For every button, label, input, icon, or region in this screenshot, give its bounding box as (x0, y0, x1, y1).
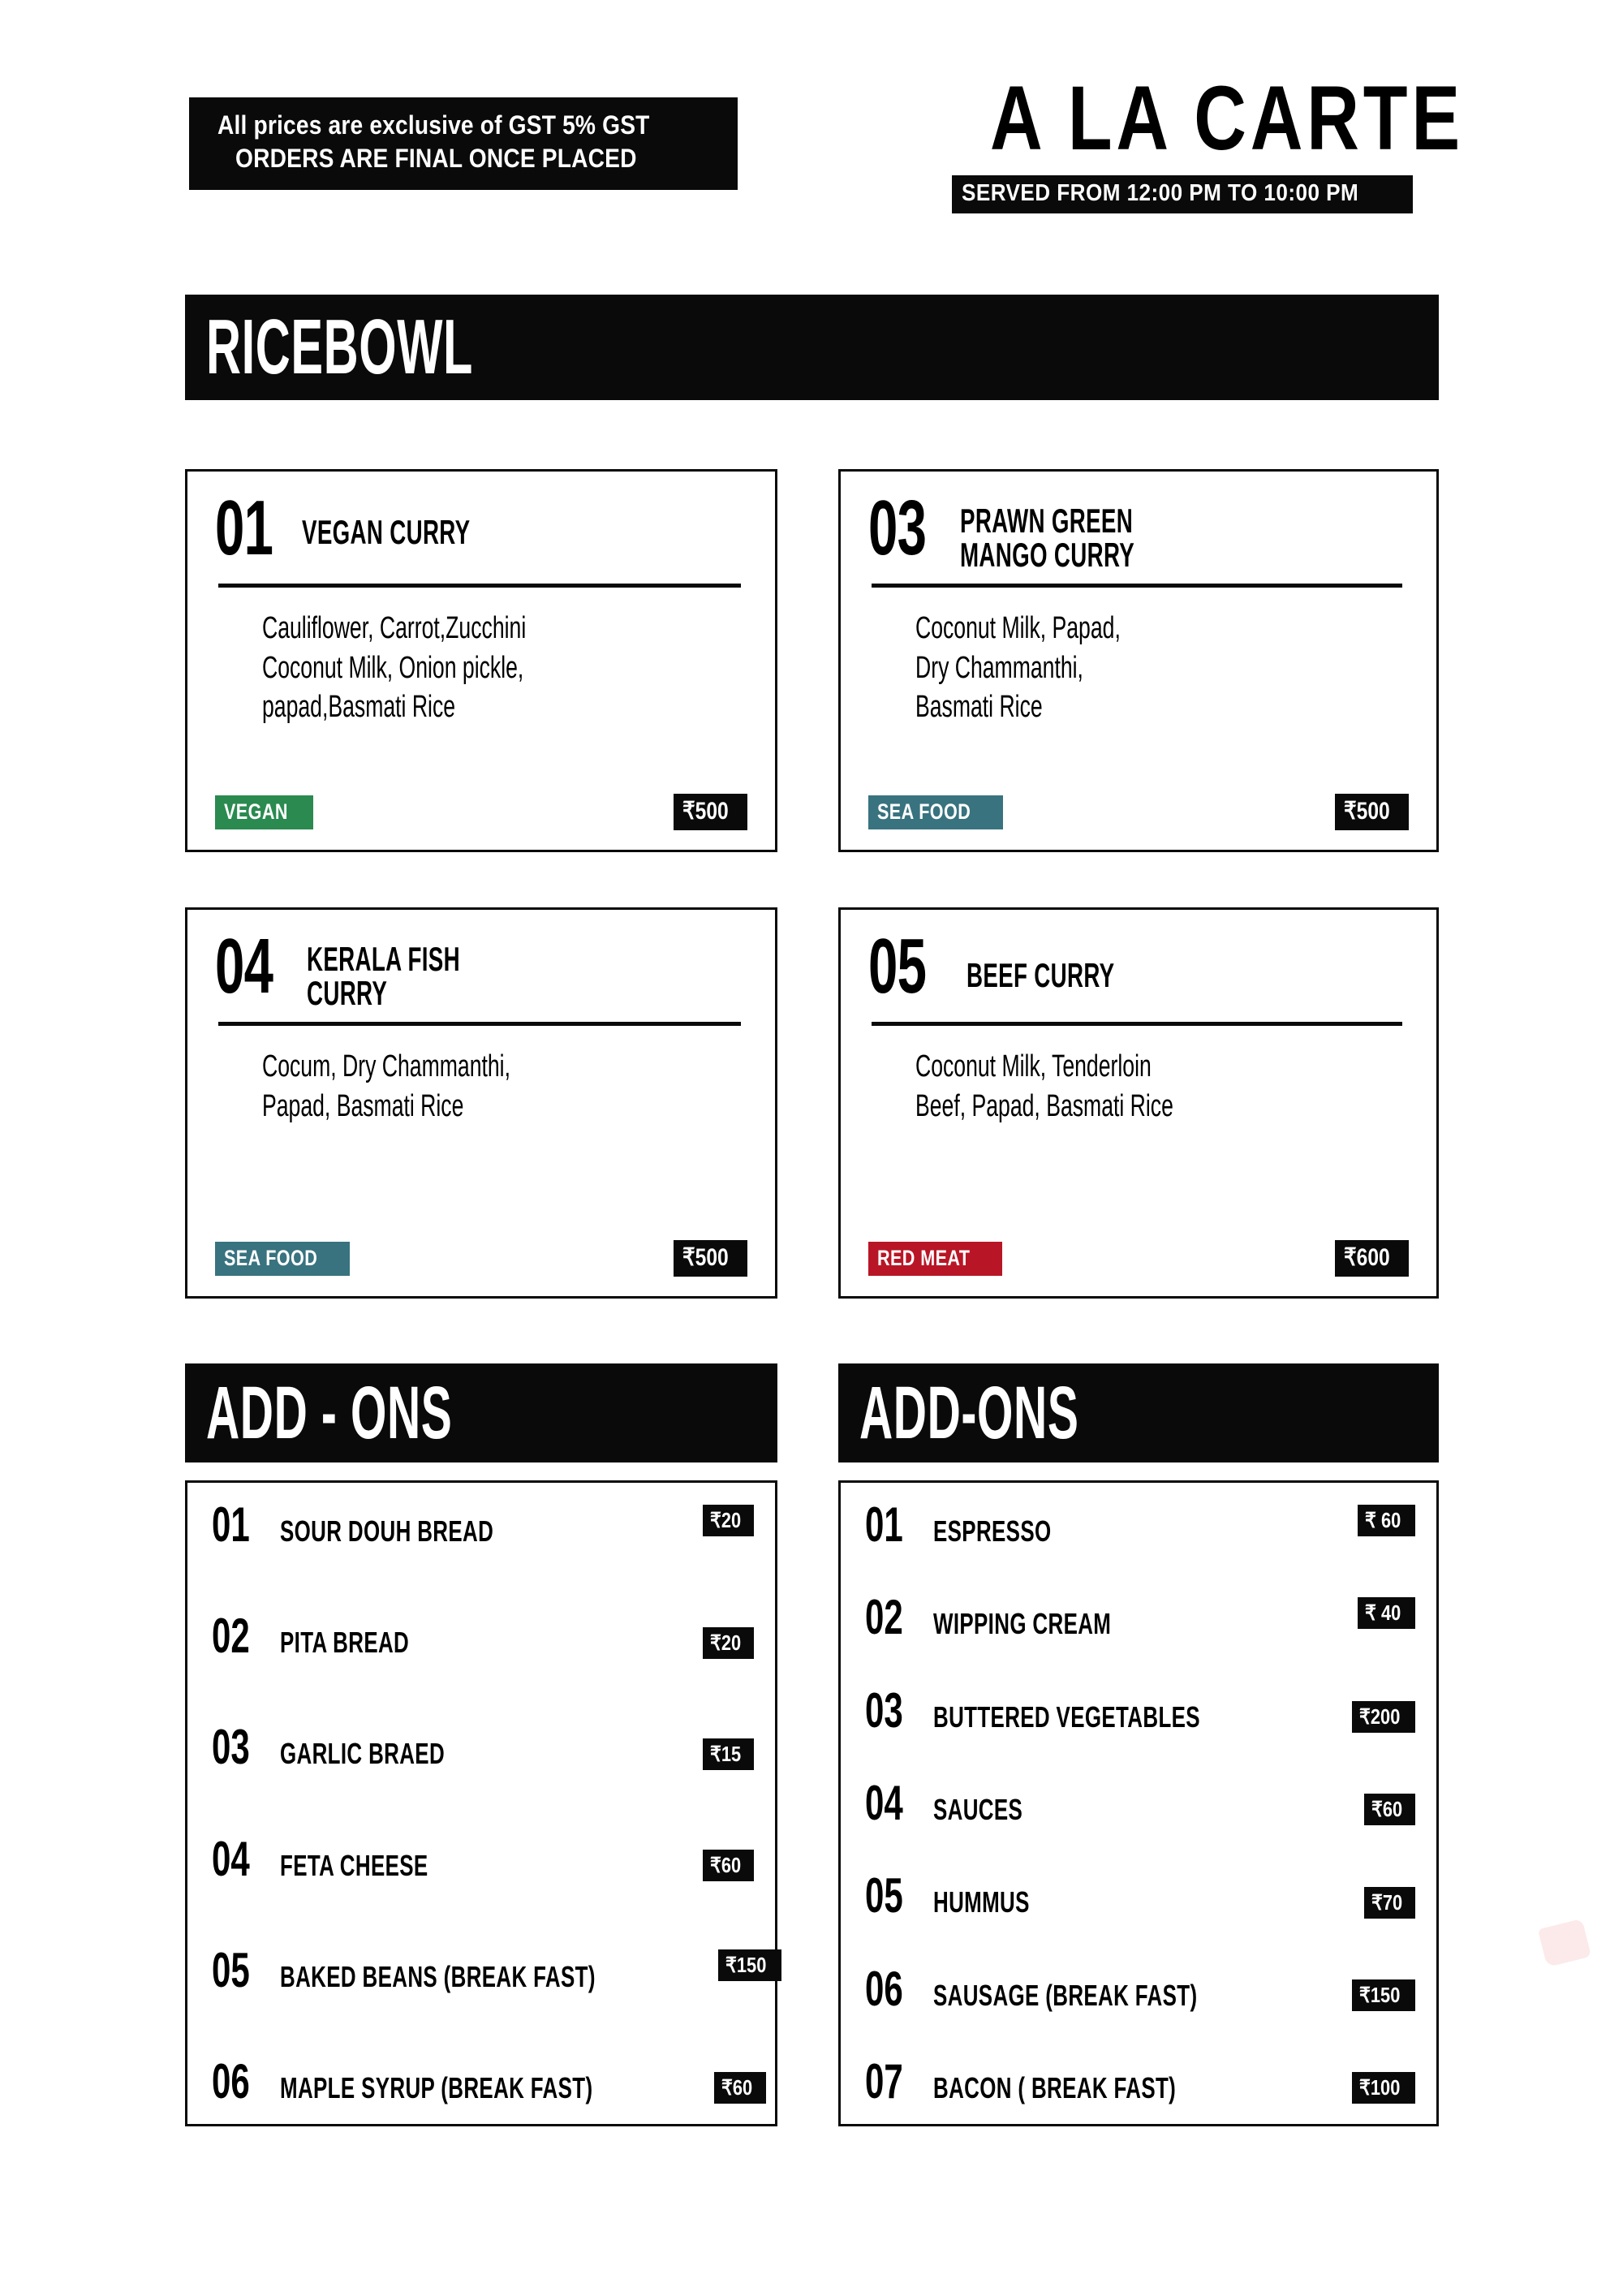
addon-label: SAUSAGE (BREAK FAST) (933, 1978, 1198, 2012)
dish-description: Coconut Milk, Tenderloin Beef, Papad, Basmati Rice (915, 1049, 1173, 1123)
addon-number: 06 (212, 2053, 250, 2109)
addon-label: HUMMUS (933, 1885, 1030, 1919)
list-item[interactable] (212, 1720, 754, 1775)
list-item[interactable] (865, 1590, 1415, 1645)
addon-number: 01 (212, 1497, 250, 1552)
list-item[interactable] (212, 2053, 754, 2109)
addons-left-list (185, 1480, 777, 2126)
addon-number: 01 (865, 1497, 903, 1552)
dish-footer (215, 1240, 747, 1277)
list-item[interactable] (212, 1831, 754, 1886)
dish-number: 03 (868, 485, 927, 571)
dish-description: Cauliflower, Carrot,Zucchini Coconut Milk, Onion pickle, papad,Basmati Rice (262, 611, 527, 725)
addon-label: GARLIC BRAED (280, 1737, 446, 1771)
addon-label: BAKED BEANS (BREAK FAST) (280, 1959, 596, 1993)
title-block (931, 67, 1464, 213)
divider-rule (218, 1022, 741, 1026)
section-banner-addons-right (838, 1363, 1439, 1462)
paper-smudge-mark (1538, 1919, 1591, 1967)
addon-label: FETA CHEESE (280, 1848, 428, 1882)
page-header (0, 67, 1623, 260)
dish-number: 05 (868, 923, 927, 1010)
list-item[interactable] (212, 1942, 767, 1997)
addon-price-badge: ₹60 (714, 2072, 765, 2104)
list-item[interactable] (865, 1497, 1415, 1552)
service-hours-badge: SERVED FROM 12:00 PM TO 10:00 PM (952, 175, 1413, 213)
addon-number: 05 (212, 1942, 250, 1997)
addon-price-badge: ₹200 (1352, 1701, 1415, 1733)
dish-description: Cocum, Dry Chammanthi, Papad, Basmati Rice (262, 1049, 510, 1123)
price-badge: ₹500 (674, 794, 747, 830)
addon-number: 07 (865, 2053, 903, 2109)
addon-label: ESPRESSO (933, 1514, 1052, 1548)
list-item[interactable] (212, 1609, 754, 1664)
addon-number: 03 (212, 1720, 250, 1775)
divider-rule (872, 584, 1402, 588)
addon-label: BACON ( BREAK FAST) (933, 2070, 1177, 2104)
addon-price-badge: ₹150 (1352, 1979, 1415, 2011)
addon-number: 04 (212, 1831, 250, 1886)
section-banner-addons-left (185, 1363, 777, 1462)
addon-price-badge: ₹60 (1364, 1794, 1415, 1825)
dish-header (215, 923, 747, 1015)
list-item[interactable] (865, 1682, 1415, 1738)
dish-footer (215, 794, 747, 830)
section-banner-addons-right-label: ADD-ONS (859, 1372, 1079, 1454)
addon-price-badge: ₹ 40 (1358, 1597, 1415, 1629)
page-title: A LA CARTE (989, 67, 1464, 169)
addon-number: 06 (865, 1961, 903, 2016)
notice-line-2: ORDERS ARE FINAL ONCE PLACED (235, 143, 637, 173)
dish-name: PRAWN GREEN MANGO CURRY (959, 502, 1134, 574)
addon-price-badge: ₹150 (718, 1949, 781, 1981)
price-badge: ₹500 (674, 1240, 747, 1277)
addon-label: MAPLE SYRUP (BREAK FAST) (280, 2070, 593, 2104)
divider-rule (872, 1022, 1402, 1026)
section-banner-ricebowl-label: RICEBOWL (206, 304, 473, 390)
dish-card[interactable] (838, 469, 1439, 852)
dish-header (868, 485, 1409, 577)
section-banner-ricebowl (185, 295, 1439, 400)
dish-number: 04 (215, 923, 273, 1010)
addon-label: SAUCES (933, 1792, 1023, 1826)
list-item[interactable] (865, 1868, 1415, 1923)
notice-line-1: All prices are exclusive of GST 5% GST (217, 110, 650, 140)
divider-rule (218, 584, 741, 588)
addon-label: PITA BREAD (280, 1626, 410, 1660)
addon-price-badge: ₹ 60 (1358, 1505, 1415, 1536)
list-item[interactable] (865, 1775, 1415, 1830)
list-item[interactable] (865, 2053, 1415, 2109)
addon-price-badge: ₹20 (703, 1505, 754, 1536)
addon-price-badge: ₹15 (703, 1738, 754, 1770)
addon-label: WIPPING CREAM (933, 1607, 1112, 1641)
dish-number: 01 (215, 485, 273, 571)
addon-number: 05 (865, 1868, 903, 1923)
dish-footer (868, 1240, 1409, 1277)
price-notice-box (189, 97, 738, 190)
list-item[interactable] (212, 1497, 754, 1552)
addon-price-badge: ₹100 (1352, 2072, 1415, 2104)
dish-name: VEGAN CURRY (301, 513, 471, 551)
list-item[interactable] (865, 1961, 1415, 2016)
addon-number: 04 (865, 1775, 903, 1830)
addon-number: 02 (212, 1609, 250, 1664)
section-banner-addons-left-label: ADD - ONS (206, 1372, 453, 1454)
addon-number: 03 (865, 1682, 903, 1738)
diet-tag-badge: SEA FOOD (215, 1242, 350, 1276)
price-badge: ₹600 (1335, 1240, 1409, 1277)
diet-tag-badge: RED MEAT (868, 1242, 1002, 1276)
dish-card[interactable] (185, 907, 777, 1299)
price-badge: ₹500 (1335, 794, 1409, 830)
dish-name: BEEF CURRY (966, 956, 1115, 994)
dish-footer (868, 794, 1409, 830)
addons-right-list (838, 1480, 1439, 2126)
dish-card[interactable] (838, 907, 1439, 1299)
addon-price-badge: ₹20 (703, 1627, 754, 1659)
diet-tag-badge: SEA FOOD (868, 795, 1003, 829)
addon-price-badge: ₹60 (703, 1850, 754, 1881)
addon-label: SOUR DOUH BREAD (280, 1514, 494, 1548)
addon-number: 02 (865, 1590, 903, 1645)
dish-header (868, 923, 1409, 1015)
dish-description: Coconut Milk, Papad, Dry Chammanthi, Basmati Rice (915, 611, 1121, 725)
addon-label: BUTTERED VEGETABLES (933, 1699, 1200, 1734)
addon-price-badge: ₹70 (1364, 1887, 1415, 1919)
dish-card[interactable] (185, 469, 777, 852)
diet-tag-badge: VEGAN (215, 795, 313, 829)
dish-header (215, 485, 747, 577)
dish-name: KERALA FISH CURRY (306, 940, 460, 1012)
